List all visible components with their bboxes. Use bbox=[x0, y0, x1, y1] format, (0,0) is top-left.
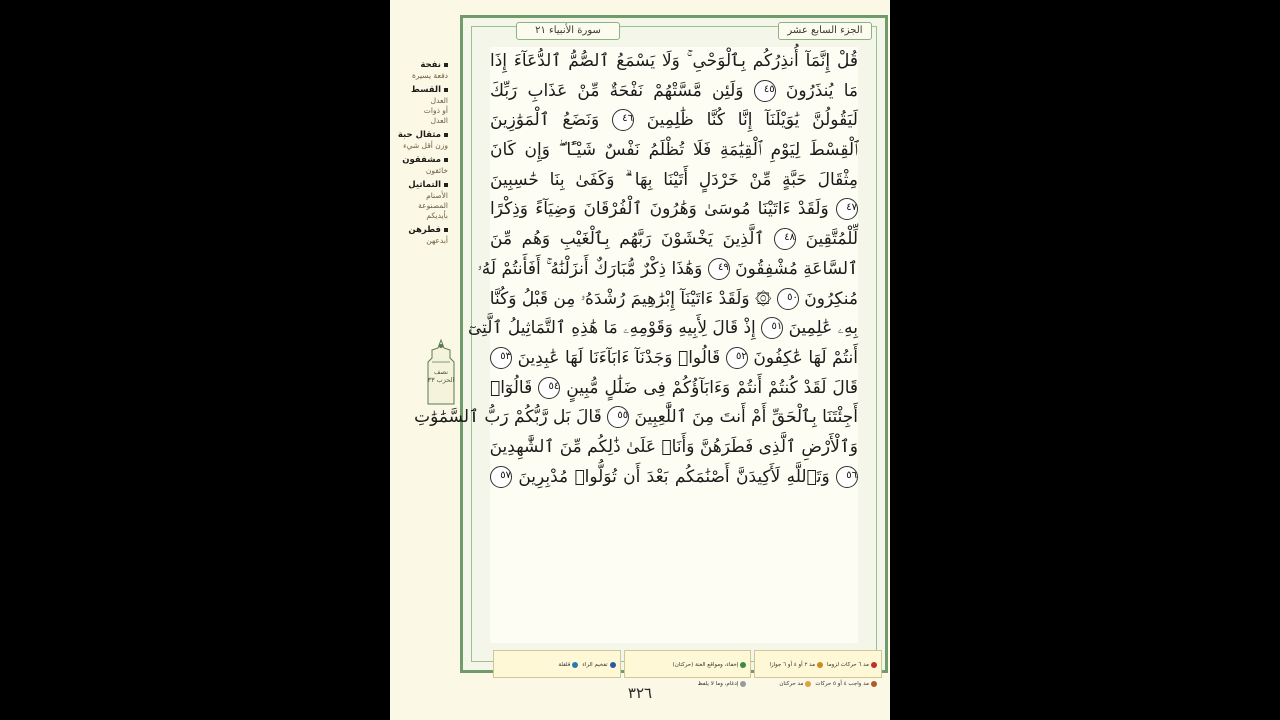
verse-text: أَجِئْتَنَا بِٱلْحَقِّ أَمْ أَنتَ مِنَ ٱللَّٰعِبِينَ bbox=[634, 407, 858, 428]
ayah-number-marker: ٥٤ bbox=[538, 377, 560, 399]
verse-text: إِذْ قَالَ لِأَبِيهِ وَقَوْمِهِۦ مَا هَٰذِهِ ٱلتَّمَاثِيلُ ٱلَّتِىٓ bbox=[468, 318, 756, 339]
legend-item bbox=[582, 660, 615, 671]
page-number: ٣٢٦ bbox=[627, 684, 653, 702]
legend-color-dot-icon bbox=[572, 662, 578, 668]
glossary-entry bbox=[396, 155, 448, 176]
verse-text: ٱلْقِسْطَ لِيَوْمِ ٱلْقِيَٰمَةِ فَلَا تُظْلَمُ نَفْسٌ شَيْـًٔا ۖ وَإِن كَانَ bbox=[490, 140, 858, 161]
hizb-label: نصف الحزب ٣٣ bbox=[427, 368, 455, 384]
text-line bbox=[490, 166, 858, 196]
verse-text: لِّلْمُتَّقِينَ bbox=[805, 229, 858, 250]
ayah-number-marker: ٤٩ bbox=[708, 258, 730, 280]
verse-text: وَتَٱللَّهِ لَأَكِيدَنَّ أَصْنَٰمَكُم بَعْدَ أَن تُوَلُّوا۟ مُدْبِرِينَ bbox=[518, 466, 830, 487]
ayah-number-marker: ٤٦ bbox=[612, 109, 634, 131]
ayah-number-marker: ٤٧ bbox=[836, 198, 858, 220]
verse-text: مَا يُنذَرُونَ bbox=[785, 80, 859, 101]
glossary-word: فطرهن bbox=[396, 225, 448, 236]
verse-text: وَهَٰذَا ذِكْرٌ مُّبَارَكٌ أَنزَلْنَٰهُ ۚ أَفَأَنتُمْ لَهُۥ bbox=[477, 258, 703, 279]
verse-text: مِثْقَالَ حَبَّةٍ مِّنْ خَرْدَلٍ أَتَيْنَا بِهَا ۗ وَكَفَىٰ بِنَا حَٰسِبِينَ bbox=[490, 169, 858, 190]
text-line bbox=[490, 106, 858, 136]
text-line bbox=[477, 255, 858, 285]
glossary-entry bbox=[396, 85, 448, 126]
legend-label: مد ٦ حركات لزوما bbox=[827, 661, 869, 668]
legend-item bbox=[558, 660, 578, 671]
legend-item bbox=[673, 660, 747, 671]
verse-text: قَالَ بَل رَّبُّكُمْ رَبُّ ٱلسَّمَٰوَٰتِ bbox=[414, 407, 602, 428]
glossary-definition: أو ذوات bbox=[423, 106, 448, 115]
glossary-definition: وزن أقل شيء bbox=[403, 141, 448, 150]
legend-color-dot-icon bbox=[740, 662, 746, 668]
legend-label: قلقلة bbox=[558, 661, 571, 668]
verse-text: ۞ وَلَقَدْ ءَاتَيْنَآ إِبْرَٰهِيمَ رُشْدَهُۥ مِن قَبْلُ وَكُنَّا bbox=[489, 288, 772, 309]
verse-text: بِهِۦ عَٰلِمِينَ bbox=[788, 318, 858, 339]
glossary-entry bbox=[396, 180, 448, 221]
verse-text: قَالَ لَقَدْ كُنتُمْ أَنتُمْ وَءَابَآؤُكُمْ فِى ضَلَٰلٍ مُّبِينٍ bbox=[566, 377, 859, 398]
glossary-definition: دفعة يسيرة bbox=[411, 71, 448, 80]
legend-color-dot-icon bbox=[817, 662, 823, 668]
verse-text: وَلَقَدْ ءَاتَيْنَا مُوسَىٰ وَهَٰرُونَ ٱلْفُرْقَانَ وَضِيَآءً وَذِكْرًا bbox=[490, 199, 829, 220]
legend-color-dot-icon bbox=[871, 662, 877, 668]
ayah-number-marker: ٥٦ bbox=[836, 466, 858, 488]
legend-label: مد حركتان bbox=[779, 680, 804, 687]
mushaf-page bbox=[390, 0, 890, 720]
glossary-definition: الأصنام bbox=[426, 191, 448, 200]
text-line bbox=[490, 463, 858, 493]
glossary-margin bbox=[396, 60, 448, 250]
text-line bbox=[490, 195, 858, 225]
verse-text: وَلَئِن مَّسَّتْهُمْ نَفْحَةٌ مِّنْ عَذَابِ رَبِّكَ bbox=[490, 80, 744, 101]
legend-group bbox=[754, 650, 882, 687]
ayah-number-marker: ٥٧ bbox=[490, 466, 512, 488]
verse-text: قَالُوٓا۟ bbox=[490, 377, 533, 398]
verse-text: مُنكِرُونَ bbox=[804, 288, 858, 309]
legend-label: إدغام، وما لا يلفظ bbox=[697, 680, 739, 687]
tajweed-legend bbox=[490, 650, 882, 687]
glossary-entry bbox=[396, 130, 448, 151]
verse-text: أَنتُمْ لَهَا عَٰكِفُونَ bbox=[753, 347, 858, 368]
text-line bbox=[490, 136, 858, 166]
glossary-definition: العدل bbox=[430, 116, 448, 125]
ayah-number-marker: ٥١ bbox=[761, 317, 783, 339]
legend-label: مد ٢ أو ٤ أو ٦ جوازا bbox=[769, 661, 816, 668]
text-line bbox=[490, 285, 858, 315]
ayah-number-marker: ٥٠ bbox=[777, 288, 799, 310]
verse-text: قَالُوا۟ وَجَدْنَآ ءَابَآءَنَا لَهَا عَٰبِدِينَ bbox=[517, 347, 721, 368]
legend-item bbox=[827, 660, 877, 671]
verse-text: وَنَضَعُ ٱلْمَوَٰزِينَ bbox=[490, 110, 600, 131]
glossary-word: مشفقون bbox=[396, 155, 448, 166]
glossary-definition: خائفون bbox=[425, 166, 448, 175]
text-line bbox=[490, 433, 858, 463]
legend-group bbox=[493, 650, 621, 678]
text-line bbox=[490, 47, 858, 77]
glossary-word: التماثيل bbox=[396, 180, 448, 191]
legend-label: تفخيم الراء bbox=[582, 661, 608, 668]
glossary-entry bbox=[396, 60, 448, 81]
verse-text: وَٱلْأَرْضِ ٱلَّذِى فَطَرَهُنَّ وَأَنَا۠ عَلَىٰ ذَٰلِكُم مِّنَ ٱلشَّٰهِدِينَ bbox=[489, 436, 858, 457]
page-header bbox=[476, 22, 872, 40]
legend-label: مد واجب ٤ أو ٥ حركات bbox=[815, 680, 869, 687]
ayah-number-marker: ٥٢ bbox=[726, 347, 748, 369]
text-line bbox=[490, 77, 858, 107]
text-line bbox=[490, 344, 858, 374]
glossary-word: مثقال حبة bbox=[396, 130, 448, 141]
legend-color-dot-icon bbox=[610, 662, 616, 668]
hizb-marker bbox=[426, 338, 456, 408]
ayah-number-marker: ٥٥ bbox=[607, 406, 629, 428]
verse-text: ٱلَّذِينَ يَخْشَوْنَ رَبَّهُم بِٱلْغَيْبِ وَهُم مِّنَ bbox=[490, 229, 765, 250]
verse-text: قُلْ إِنَّمَآ أُنذِرُكُم بِٱلْوَحْىِ ۚ وَلَا يَسْمَعُ ٱلصُّمُّ ٱلدُّعَآءَ إِذَا bbox=[490, 51, 858, 71]
glossary-definition: أبدعهن bbox=[426, 236, 448, 245]
glossary-definition: المصنوعة bbox=[418, 201, 448, 210]
verse-text: لَيَقُولُنَّ يَٰوَيْلَنَآ إِنَّا كُنَّا ظَٰلِمِينَ bbox=[646, 110, 858, 131]
text-line bbox=[414, 403, 858, 433]
surah-title: سورة الأنبياء ٢١ bbox=[516, 22, 620, 40]
text-line bbox=[490, 225, 858, 255]
ayah-number-marker: ٥٣ bbox=[490, 347, 512, 369]
text-line bbox=[490, 374, 858, 404]
legend-group bbox=[624, 650, 752, 687]
legend-label: إخفاء، ومواقع الغنة (حركتان) bbox=[672, 661, 739, 668]
juz-title: الجزء السابع عشر bbox=[778, 22, 872, 40]
ayah-number-marker: ٤٨ bbox=[774, 228, 796, 250]
glossary-definition: العدل bbox=[430, 96, 448, 105]
glossary-word: نفحة bbox=[396, 60, 448, 71]
glossary-word: القسط bbox=[396, 85, 448, 96]
glossary-entry bbox=[396, 225, 448, 246]
legend-item bbox=[769, 660, 823, 671]
verse-text: ٱلسَّاعَةِ مُشْفِقُونَ bbox=[735, 258, 858, 279]
glossary-definition: بأيديكم bbox=[426, 211, 448, 220]
text-line bbox=[468, 314, 858, 344]
ayah-number-marker: ٤٥ bbox=[754, 80, 776, 102]
